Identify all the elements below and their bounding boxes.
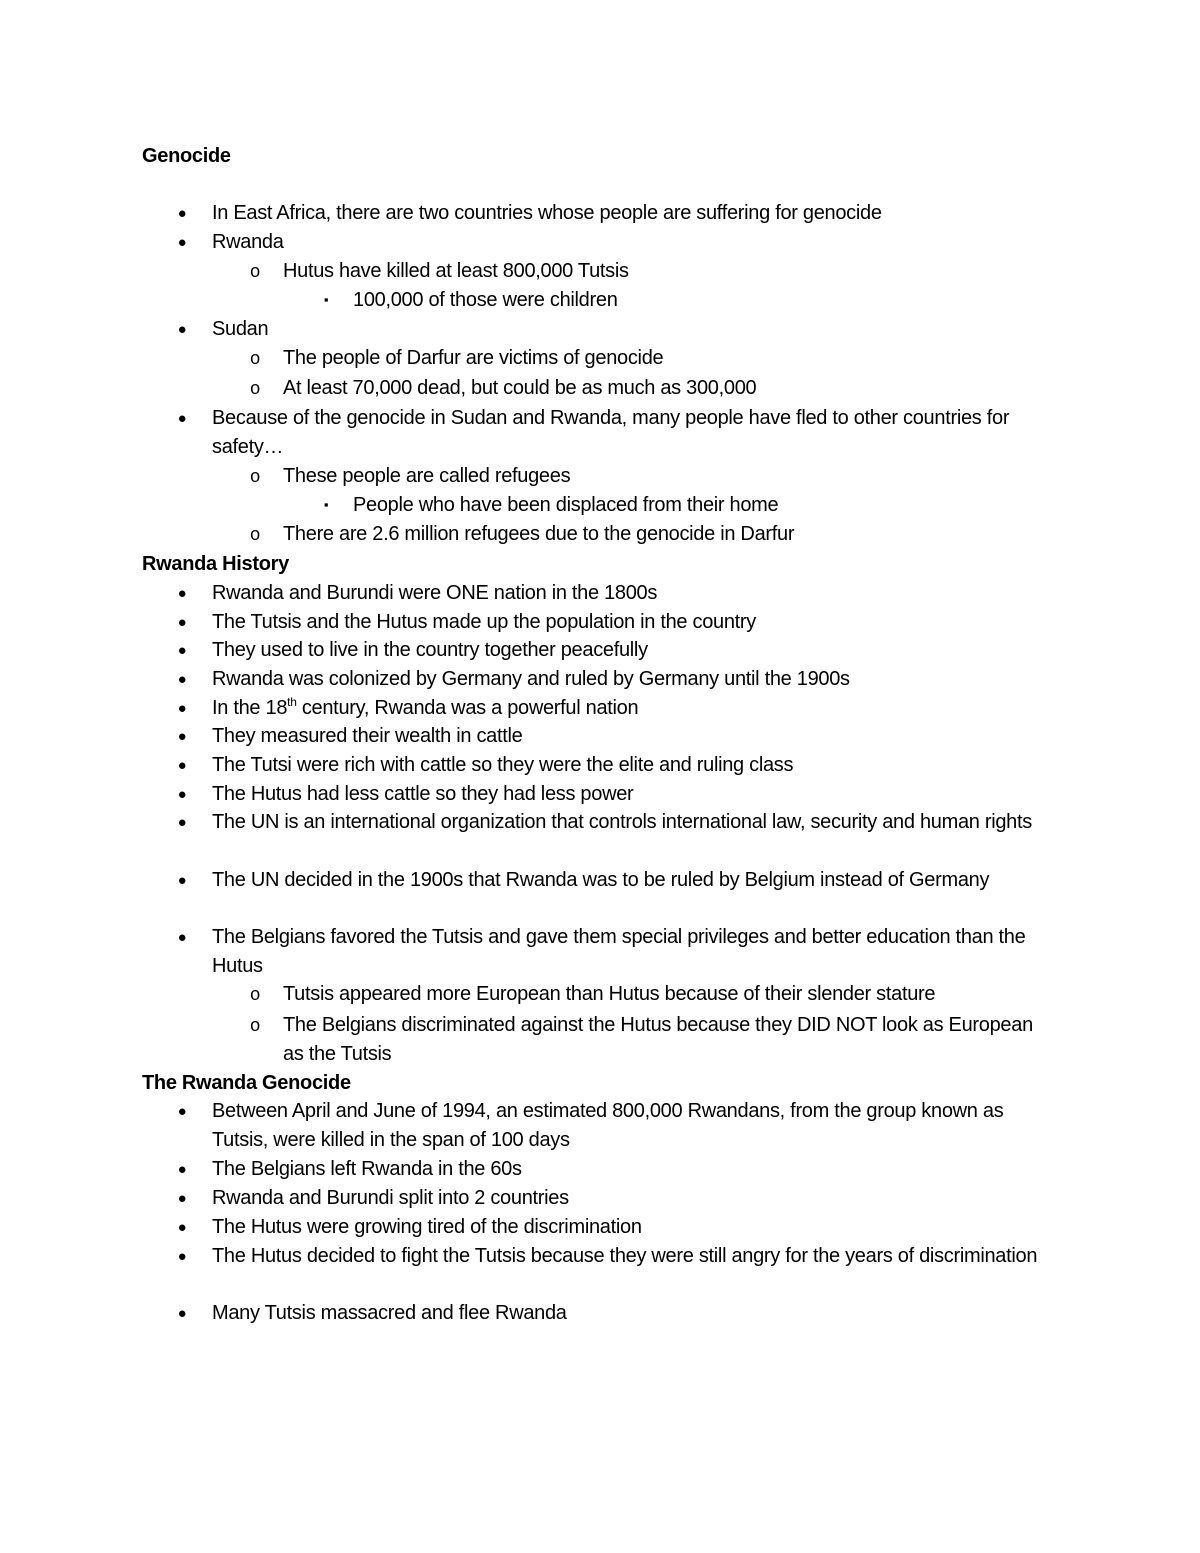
bullet-icon: ●	[177, 1248, 187, 1265]
square-bullet-icon: ▪	[323, 292, 329, 307]
list-item: o Hutus have killed at least 800,000 Tutsis	[283, 257, 1043, 286]
list-item: ● Between April and June of 1994, an estimated 800,000 Rwandans, from the group known as Tutsis, were killed in the span of 100 days	[212, 1097, 1042, 1155]
circle-bullet-icon: o	[250, 1015, 260, 1035]
list-item: ● They used to live in the country together peacefully	[212, 636, 1042, 665]
list-item: ▪ People who have been displaced from their home	[353, 491, 1053, 520]
circle-bullet-icon: o	[250, 466, 260, 486]
list-item: ▪ 100,000 of those were children	[353, 286, 1053, 315]
square-bullet-icon: ▪	[323, 497, 329, 512]
bullet-icon: ●	[177, 1219, 187, 1236]
list-item: ● The Hutus had less cattle so they had less power	[212, 780, 1042, 809]
list-item: ● The Tutsi were rich with cattle so they were the elite and ruling class	[212, 751, 1042, 780]
list-item: o At least 70,000 dead, but could be as much as 300,000	[283, 374, 1043, 403]
bullet-icon: ●	[177, 700, 187, 717]
list-item: ● Rwanda	[212, 228, 1042, 257]
list-item: o The Belgians discriminated against the Hutus because they DID NOT look as European as the Tutsis	[283, 1011, 1043, 1069]
bullet-icon: ●	[177, 757, 187, 774]
heading-genocide: Genocide	[142, 145, 231, 167]
heading-rwanda-genocide: The Rwanda Genocide	[142, 1072, 351, 1094]
heading-rwanda-history: Rwanda History	[142, 553, 289, 575]
list-item: ● In East Africa, there are two countries whose people are suffering for genocide	[212, 199, 1042, 228]
list-item: o The people of Darfur are victims of genocide	[283, 344, 1043, 373]
list-item: o These people are called refugees	[283, 462, 1043, 491]
circle-bullet-icon: o	[250, 984, 260, 1004]
bullet-icon: ●	[177, 234, 187, 251]
list-item: ● The Belgians favored the Tutsis and gave them special privileges and better education than the Hutus	[212, 923, 1042, 981]
list-item: ● The Tutsis and the Hutus made up the population in the country	[212, 608, 1042, 637]
bullet-icon: ●	[177, 614, 187, 631]
list-item: ● Sudan	[212, 315, 1042, 344]
bullet-icon: ●	[177, 321, 187, 338]
bullet-icon: ●	[177, 872, 187, 889]
bullet-icon: ●	[177, 1103, 187, 1120]
circle-bullet-icon: o	[250, 524, 260, 544]
bullet-icon: ●	[177, 728, 187, 745]
list-item: ● Rwanda was colonized by Germany and ruled by Germany until the 1900s	[212, 665, 1042, 694]
list-item: ● The Hutus were growing tired of the discrimination	[212, 1213, 1042, 1242]
list-item: ● The UN decided in the 1900s that Rwanda was to be ruled by Belgium instead of Germany	[212, 866, 1042, 895]
bullet-icon: ●	[177, 1161, 187, 1178]
list-item: ● Rwanda and Burundi split into 2 countries	[212, 1184, 1042, 1213]
list-item: ● In the 18th century, Rwanda was a powerful nation	[212, 694, 1042, 723]
circle-bullet-icon: o	[250, 378, 260, 398]
list-item: o There are 2.6 million refugees due to the genocide in Darfur	[283, 520, 1043, 549]
bullet-icon: ●	[177, 671, 187, 688]
list-item: ● The UN is an international organization that controls international law, security and human rights	[212, 808, 1042, 837]
list-item: ● Because of the genocide in Sudan and Rwanda, many people have fled to other countries for safety…	[212, 404, 1042, 462]
list-item: ● Many Tutsis massacred and flee Rwanda	[212, 1299, 1042, 1328]
bullet-icon: ●	[177, 786, 187, 803]
list-item: ● They measured their wealth in cattle	[212, 722, 1042, 751]
circle-bullet-icon: o	[250, 261, 260, 281]
bullet-icon: ●	[177, 929, 187, 946]
bullet-icon: ●	[177, 642, 187, 659]
bullet-icon: ●	[177, 410, 187, 427]
list-item: ● The Belgians left Rwanda in the 60s	[212, 1155, 1042, 1184]
bullet-icon: ●	[177, 814, 187, 831]
bullet-icon: ●	[177, 1305, 187, 1322]
bullet-icon: ●	[177, 585, 187, 602]
list-item: ● The Hutus decided to fight the Tutsis because they were still angry for the years of discrimination	[212, 1242, 1042, 1271]
bullet-icon: ●	[177, 205, 187, 222]
circle-bullet-icon: o	[250, 348, 260, 368]
list-item: ● Rwanda and Burundi were ONE nation in the 1800s	[212, 579, 1042, 608]
list-item: o Tutsis appeared more European than Hutus because of their slender stature	[283, 980, 1043, 1009]
bullet-icon: ●	[177, 1190, 187, 1207]
